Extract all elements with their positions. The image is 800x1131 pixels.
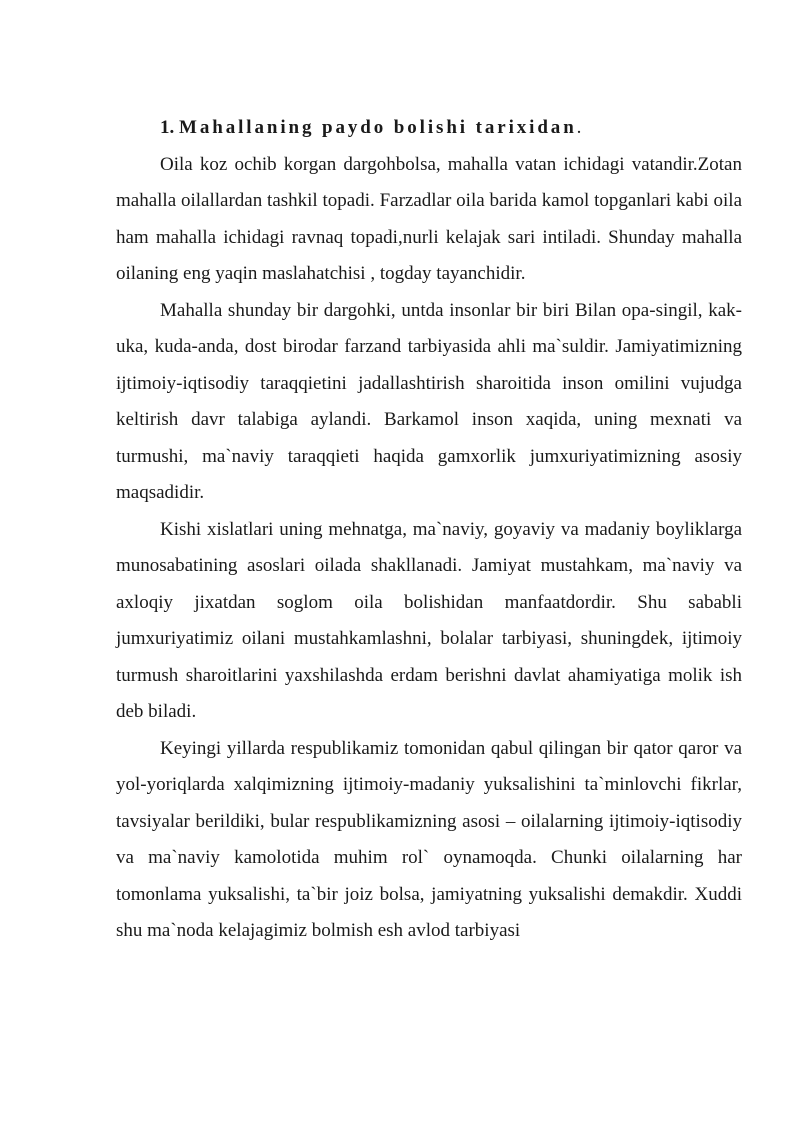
section-title: Mahallaning paydo bolishi tarixidan (179, 117, 577, 138)
section-heading (116, 110, 742, 147)
section-number: 1. (160, 117, 175, 138)
paragraph-2: Mahalla shunday bir dargohki, untda insonlar bir biri Bilan opa-singil, kak-uka, kuda-anda, dost birodar farzand tarbiyasida ahli ma`suldir. Jamiyatimizning ijtimoiy-iqtisodiy taraqqietini jadallashtirish sharoitida inson omilini vujudga keltirish davr talabiga aylandi. Barkamol inson xaqida, uning mexnati va turmushi, ma`naviy taraqqieti haqida gamxorlik jumxuriyatimizning asosiy maqsadidir. (116, 299, 742, 503)
document-page (116, 110, 742, 950)
paragraph-3: Kishi xislatlari uning mehnatga, ma`naviy, goyaviy va madaniy boyliklarga munosabatining asoslari oilada shakllanadi. Jamiyat mustahkam, ma`naviy va axloqiy jixatdan soglom oila bolishidan manfaatdordir. Shu sababli jumxuriyatimiz oilani mustahkamlashni, bolalar tarbiyasi, shuningdek, ijtimoiy turmush sharoitlarini yaxshilashda erdam berishni davlat ahamiyatiga molik ish deb biladi. (116, 518, 742, 722)
section-title-punctuation: . (576, 117, 582, 138)
paragraph-1: Oila koz ochib korgan dargohbolsa, mahalla vatan ichidagi vatandir.Zotan mahalla oilallardan tashkil topadi. Farzadlar oila barida kamol topganlari kabi oila ham mahalla ichidagi ravnaq topadi,nurli kelajak sari intiladi. Shunday mahalla oilaning eng yaqin maslahatchisi , togday tayanchidir. (116, 153, 742, 284)
paragraph-4: Keyingi yillarda respublikamiz tomonidan qabul qilingan bir qator qaror va yol-yoriqlarda xalqimizning ijtimoiy-madaniy yuksalishini ta`minlovchi fikrlar, tavsiyalar berildiki, bular respublikamizning asosi – oilalarning ijtimoiy-iqtisodiy va ma`naviy kamolotida muhim rol` oynamoqda. Chunki oilalarning har tomonlama yuksalishi, ta`bir joiz bolsa, jamiyatning yuksalishi demakdir. Xuddi shu ma`noda kelajagimiz bolmish esh avlod tarbiyasi (116, 737, 742, 941)
